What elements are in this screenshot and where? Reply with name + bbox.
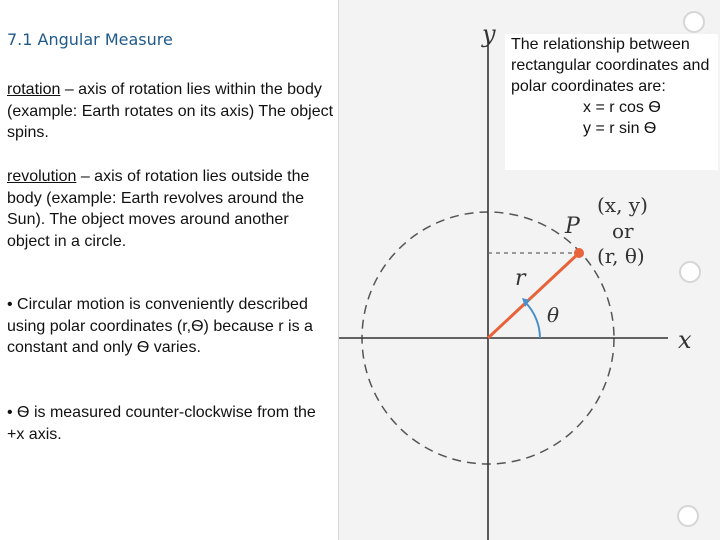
- angle-arc: [526, 303, 540, 338]
- revolution-paragraph: [7, 166, 335, 252]
- radius-vector: [488, 253, 579, 338]
- relationship-box: [505, 34, 718, 170]
- rotation-text: – axis of rotation lies within the body (example: Earth rotates on its axis) The object spins.: [7, 81, 334, 141]
- relationship-intro: The relationship between rectangular coordinates and polar coordinates are:: [511, 36, 710, 95]
- point-p-marker: [574, 248, 584, 258]
- y-equation: y = r sin Ѳ: [583, 120, 657, 137]
- angle-direction-bullet: • Ѳ is measured counter-clockwise from the +x axis.: [7, 404, 316, 443]
- text-panel: [0, 0, 338, 540]
- angle-label: θ: [547, 303, 560, 327]
- polar-coordinates-bullet: • Circular motion is conveniently described using polar coordinates (r,Ѳ) because r is a constant and only Ѳ varies.: [7, 296, 313, 356]
- radius-label: r: [515, 266, 526, 291]
- rotation-term: rotation: [7, 81, 61, 98]
- slide-title: 7.1 Angular Measure: [7, 30, 173, 49]
- binder-hole-icon: [680, 262, 700, 282]
- cartesian-label: (x, y): [597, 193, 648, 217]
- x-equation: x = r cos Ѳ: [583, 99, 661, 116]
- point-p-label: P: [565, 214, 580, 239]
- binder-hole-icon: [684, 12, 704, 32]
- revolution-text: – axis of rotation lies outside the body (example: Earth revolves around the Sun). The object moves around another object in a circle.: [7, 168, 310, 250]
- revolution-term: revolution: [7, 168, 77, 185]
- or-label: or: [612, 219, 634, 243]
- y-axis-label: y: [482, 20, 496, 48]
- binder-hole-icon: [678, 506, 698, 526]
- x-axis-label: x: [678, 326, 692, 354]
- polar-label: (r, θ): [597, 244, 645, 268]
- rotation-paragraph: [7, 79, 335, 144]
